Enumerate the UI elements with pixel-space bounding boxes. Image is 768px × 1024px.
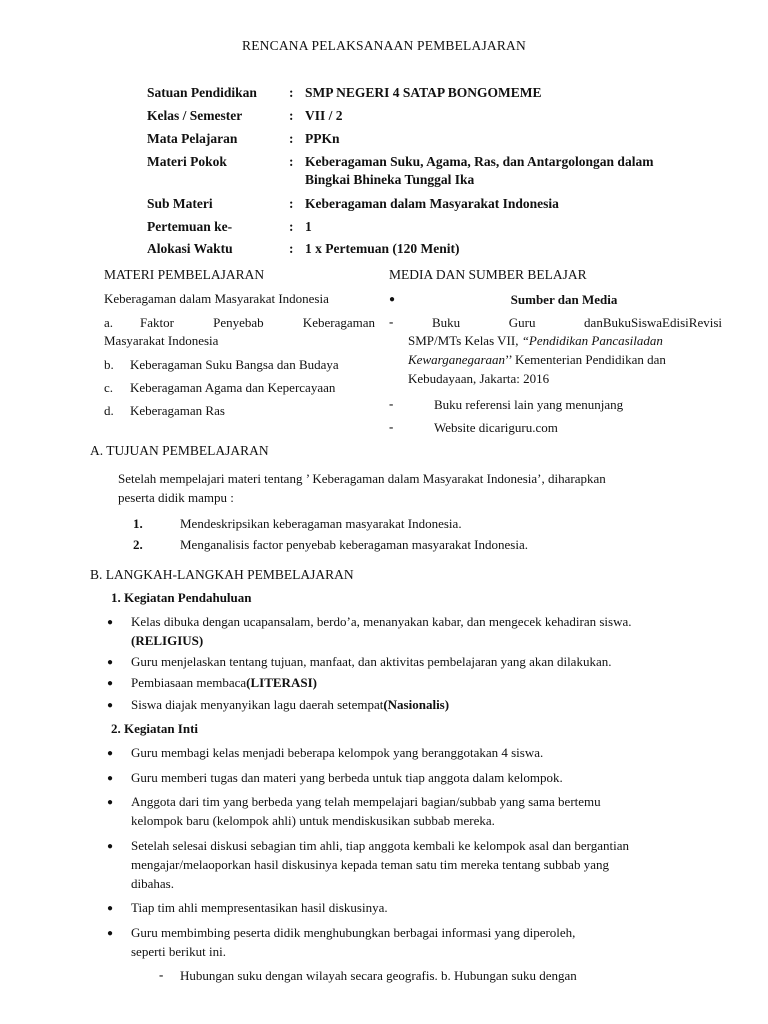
media-book-line: Kewarganegaraan’’ Kementerian Pendidikan dan [408,352,666,367]
list-item: Menganalisis factor penyebab keberagaman masyarakat Indonesia. [180,537,528,552]
dash-icon: - [389,419,394,434]
media-heading: MEDIA DAN SUMBER BELAJAR [389,267,587,282]
tujuan-heading: A. TUJUAN PEMBELAJARAN [90,443,269,458]
list-item: Keberagaman Ras [130,403,225,418]
bullet-icon: ● [107,797,114,808]
bullet-icon: ● [107,700,114,711]
list-item: Guru menjelaskan tentang tujuan, manfaat, dan aktivitas pembelajaran yang akan dilakukan. [131,654,612,669]
media-book-line: Kebudayaan, Jakarta: 2016 [408,371,550,386]
bullet-icon: ● [107,773,114,784]
list-item-continued: dibahas. [131,876,174,891]
header-value: VII / 2 [305,108,343,123]
header-colon: : [289,108,294,123]
header-label: Sub Materi [147,196,213,211]
list-marker: a. [104,315,114,330]
header-colon: : [289,131,294,146]
langkah-heading: B. LANGKAH-LANGKAH PEMBELAJARAN [90,567,354,582]
list-item: Guru membagi kelas menjadi beberapa kelompok yang beranggotakan 4 siswa. [131,745,544,760]
tujuan-intro: Setelah mempelajari materi tentang ’ Keberagaman dalam Masyarakat Indonesia’, diharapkan [118,471,606,486]
media-subheading: Sumber dan Media [510,292,618,307]
list-item: Tiap tim ahli mempresentasikan hasil diskusinya. [131,900,388,915]
list-item: Guru membimbing peserta didik menghubungkan berbagai informasi yang diperoleh, [131,925,576,940]
header-value: PPKn [305,131,340,146]
list-item-continued: seperti berikut ini. [131,944,226,959]
list-marker: b. [104,357,114,372]
media-book-line: Buku Guru danBukuSiswaEdisiRevisi [432,315,722,330]
bullet-icon: ● [107,748,114,759]
materi-intro: Keberagaman dalam Masyarakat Indonesia [104,291,329,306]
media-item: Buku referensi lain yang menunjang [434,397,624,412]
header-colon: : [289,154,294,169]
header-label: Pertemuan ke- [147,219,233,234]
header-colon: : [289,85,294,100]
media-item: Website dicariguru.com [434,420,558,435]
list-subitem: Hubungan suku dengan wilayah secara geografis. b. Hubungan suku dengan [180,968,577,983]
header-colon: : [289,241,294,256]
bullet-icon: ● [107,903,114,914]
bullet-icon: ● [107,841,114,852]
header-value-continued: Bingkai Bhineka Tunggal Ika [305,172,475,187]
header-colon: : [289,219,294,234]
list-item: Setelah selesai diskusi sebagian tim ahli, tiap anggota kembali ke kelompok asal dan bergantian [131,838,629,853]
list-item: Keberagaman Agama dan Kepercayaan [130,380,336,395]
header-value: Keberagaman Suku, Agama, Ras, dan Antargolongan dalam [305,154,654,169]
subsection-heading: 1. Kegiatan Pendahuluan [111,590,252,605]
list-item-continued: Masyarakat Indonesia [104,333,219,348]
character-tag: (RELIGIUS) [131,633,204,648]
dash-icon: - [389,396,394,411]
dash-icon: - [159,967,164,982]
header-label: Alokasi Waktu [147,241,233,256]
subsection-heading: 2. Kegiatan Inti [111,721,199,736]
bullet-icon: ● [389,294,396,305]
list-item: Siswa diajak menyanyikan lagu daerah setempat(Nasionalis) [131,697,450,712]
header-value: 1 [305,219,312,234]
list-item: Keberagaman Suku Bangsa dan Budaya [130,357,339,372]
header-value: 1 x Pertemuan (120 Menit) [305,241,460,256]
bullet-icon: ● [107,928,114,939]
materi-heading: MATERI PEMBELAJARAN [104,267,265,282]
dash-icon: - [389,314,394,329]
page-title: RENCANA PELAKSANAAN PEMBELAJARAN [242,38,526,53]
list-marker: c. [104,380,114,395]
bullet-icon: ● [107,678,114,689]
bullet-icon: ● [107,617,114,628]
list-number: 2. [133,537,143,552]
bullet-icon: ● [107,657,114,668]
list-marker: d. [104,403,114,418]
list-item-continued: kelompok baru (kelompok ahli) untuk mendiskusikan subbab mereka. [131,813,495,828]
list-item-continued: mengajar/melaoporkan hasil diskusinya kepada teman satu tim mereka tentang subbab yang [131,857,609,872]
header-label: Satuan Pendidikan [147,85,257,100]
tujuan-intro: peserta didik mampu : [118,490,234,505]
list-item: Faktor Penyebab Keberagaman [140,315,375,330]
list-item: Guru memberi tugas dan materi yang berbeda untuk tiap anggota dalam kelompok. [131,770,563,785]
header-label: Kelas / Semester [147,108,243,123]
list-item: Pembiasaan membaca(LITERASI) [131,675,317,690]
list-item: Anggota dari tim yang berbeda yang telah mempelajari bagian/subbab yang sama bertemu [131,794,601,809]
list-number: 1. [133,516,143,531]
header-label: Materi Pokok [147,154,227,169]
list-item: Mendeskripsikan keberagaman masyarakat Indonesia. [180,516,462,531]
header-value: SMP NEGERI 4 SATAP BONGOMEME [305,85,542,100]
header-colon: : [289,196,294,211]
media-book-line: SMP/MTs Kelas VII, “Pendidikan Pancasiladan [408,333,663,348]
header-label: Mata Pelajaran [147,131,238,146]
list-item: Kelas dibuka dengan ucapansalam, berdo’a, menanyakan kabar, dan mengecek kehadiran siswa. [131,614,632,629]
header-value: Keberagaman dalam Masyarakat Indonesia [305,196,559,211]
